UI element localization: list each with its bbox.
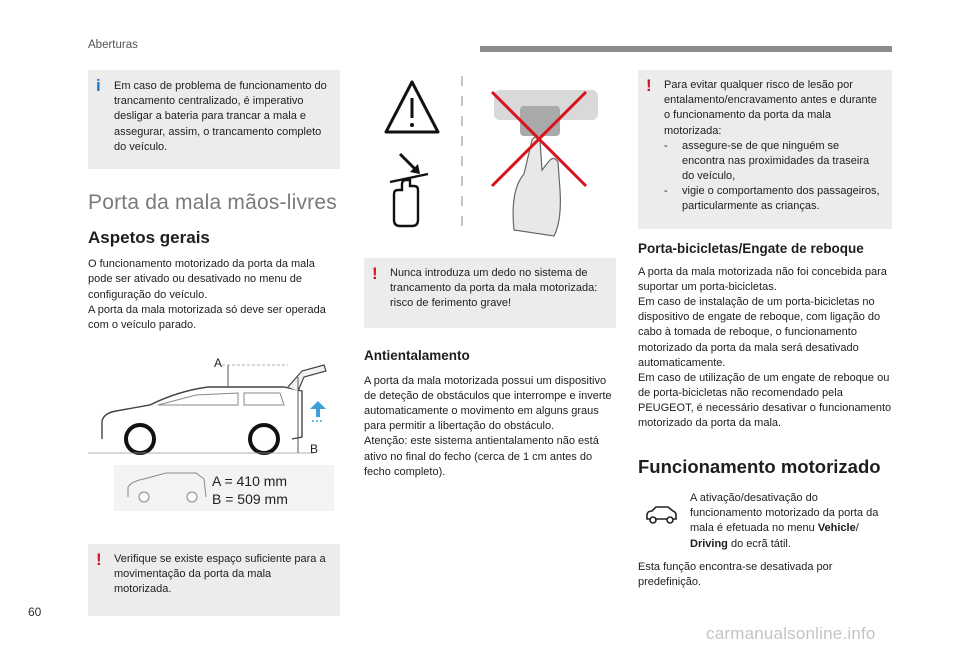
bike-rack-para-1: A porta da mala motorizada não foi concebida para suportar um porta-bicicletas. [638, 265, 887, 293]
heading-bike-rack: Porta-bicicletas/Engate de reboque [638, 240, 864, 256]
finger-danger-illustration [364, 70, 616, 246]
section-title: Porta da mala mãos-livres [88, 190, 337, 214]
warning-icon: ! [646, 76, 652, 95]
list-item [664, 184, 882, 214]
info-icon: i [96, 76, 101, 95]
figure-label-b: B [310, 442, 319, 457]
bullet-dash: - [664, 185, 668, 198]
motorized-text: A ativação/desativação do funcionamento motorizado da porta da mala é efetuada no menu Vehicle/ Driving do ecrã tátil. [690, 492, 879, 550]
bike-rack-para-3: Em caso de utilização de um engate de reboque ou de porta-bicicletas não recomendado pela PEUGEOT, é necessário desativar o funcionamento motorizado da porta da mala. [638, 371, 892, 430]
figure-label-a: A [214, 356, 223, 371]
warning-space-text: Verifique se existe espaço suficiente para a movimentação da porta da mala motorizada. [114, 553, 326, 596]
warning-icon: ! [96, 550, 102, 570]
finger-danger-figure [364, 70, 616, 246]
warning-injury [638, 70, 892, 229]
bullet-text: vigie o comportamento dos passageiros, particularmente as crianças. [682, 185, 880, 213]
warning-finger [364, 258, 616, 328]
middle-column [364, 70, 616, 480]
motorized-info [638, 491, 892, 552]
dimension-b: B = 509 mm [212, 490, 288, 507]
warning-injury-intro: Para evitar qualquer risco de lesão por entalamento/encravamento antes e durante o funcionamento da porta da mala motorizada: [664, 79, 877, 137]
warning-finger-text: Nunca introduza um dedo no sistema de trancamento da porta da mala motorizada: risco de ferimento grave! [390, 267, 598, 310]
warning-icon: ! [372, 264, 378, 283]
list-item [664, 139, 882, 185]
motorized-default: Esta função encontra-se desativada por predefinição. [638, 560, 833, 588]
info-note [88, 70, 340, 169]
general-para-1: O funcionamento motorizado da porta da mala pode ser ativado ou desativado no menu de configuração do veículo. [88, 258, 315, 301]
tailgate-clearance-figure [88, 357, 340, 522]
heading-anti-pinch: Antientalamento [364, 347, 470, 363]
general-para-2: A porta da mala motorizada só deve ser operada com o veículo parado. [88, 303, 326, 331]
dimension-a: A = 410 mm [212, 473, 288, 490]
car-icon [638, 491, 690, 530]
watermark: carmanualsonline.info [706, 624, 876, 643]
section-header: Aberturas [88, 39, 138, 51]
header-bar [480, 46, 892, 52]
bike-rack-para-2: Em caso de instalação de um porta-bicicletas no dispositivo de engate de reboque, com ligação do cabo à tomada de reboque, o funcionamento motorizado da porta da mala será desativado automaticamente. [638, 296, 881, 369]
right-column [638, 70, 892, 590]
bullet-dash: - [664, 139, 668, 152]
anti-pinch-para-2: Atenção: este sistema antientalamento não está ativo no final do fecho (cerca de 1 cm antes do fecho completo). [364, 435, 599, 478]
heading-motorized: Funcionamento motorizado [638, 455, 881, 477]
info-note-text: Em caso de problema de funcionamento do trancamento centralizado, é imperativo desligar a bateria para trancar a mala e assegurar, assim, o trancamento completo do veículo. [114, 80, 327, 153]
bullet-text: assegure-se de que ninguém se encontra nas proximidades da traseira do veículo, [682, 139, 870, 183]
page-number: 60 [28, 605, 42, 619]
anti-pinch-para-1: A porta da mala motorizada possui um dispositivo de deteção de obstáculos que interrompe e inverte automaticamente o movimento em alguns graus para permitir a libertação do obstáculo. [364, 374, 612, 433]
heading-general: Aspetos gerais [88, 227, 210, 247]
left-column [88, 70, 340, 616]
dimensions [212, 473, 288, 508]
warning-space [88, 544, 340, 616]
